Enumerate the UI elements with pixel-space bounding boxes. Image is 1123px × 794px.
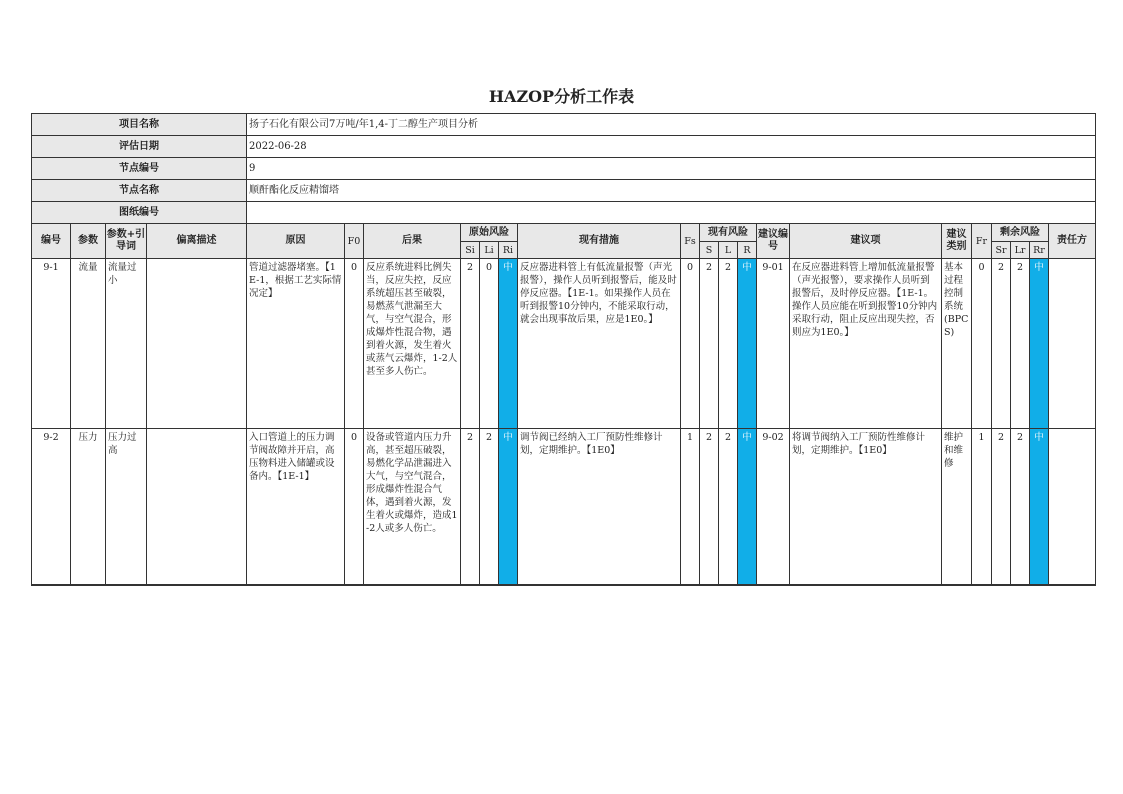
cell-li: 0 xyxy=(480,259,499,429)
cell-cause: 入口管道上的压力调节阀故障并开启，高压物料进入储罐或设备内。【1E-1】 xyxy=(247,429,345,585)
info-row-date xyxy=(32,136,1096,158)
cell-suggestion: 在反应器进料管上增加低流量报警（声光报警），要求操作人员听到报警后，及时停反应器。【1E-1。操作人员应能在听到报警10分钟内采取行动，阻止反应出现失控，否则应为1E0。】 xyxy=(790,259,942,429)
col-header-res-risk: 剩余风险 xyxy=(992,224,1049,242)
cell-sr: 2 xyxy=(992,259,1011,429)
col-header-cur-risk: 现有风险 xyxy=(700,224,757,242)
cell-owner xyxy=(1049,259,1096,429)
info-value xyxy=(247,202,1096,224)
info-value: 2022-06-28 xyxy=(247,136,1096,158)
cell-id: 9-2 xyxy=(32,429,71,585)
col-header-s: S xyxy=(700,242,719,259)
cell-lr: 2 xyxy=(1011,259,1030,429)
cell-si: 2 xyxy=(461,259,480,429)
table-row xyxy=(32,259,1096,429)
cell-consequence: 反应系统进料比例失当，反应失控，反应系统超压甚至破裂，易燃蒸气泄漏至大气，与空气混合，形成爆炸性混合物，遇到着火源，发生着火或蒸气云爆炸，1-2人甚至多人伤亡。 xyxy=(364,259,461,429)
cell-l: 2 xyxy=(719,429,738,585)
col-header-suggestion: 建议项 xyxy=(790,224,942,259)
col-header-sug-type: 建议类别 xyxy=(942,224,972,259)
cell-rr: 中 xyxy=(1030,259,1049,429)
cell-consequence: 设备或管道内压力升高，甚至超压破裂，易燃化学品泄漏进入大气，与空气混合，形成爆炸性混合气体，遇到着火源，发生着火或爆炸，造成1-2人或多人伤亡。 xyxy=(364,429,461,585)
cell-guide: 压力过高 xyxy=(106,429,147,585)
col-header-param: 参数 xyxy=(71,224,106,259)
cell-s: 2 xyxy=(700,429,719,585)
col-header-param-guide: 参数+引导词 xyxy=(106,224,147,259)
cell-fr: 0 xyxy=(972,259,992,429)
cell-fs: 1 xyxy=(681,429,700,585)
info-label: 项目名称 xyxy=(32,114,247,136)
info-row-node-id xyxy=(32,158,1096,180)
table-row xyxy=(32,429,1096,585)
info-label: 评估日期 xyxy=(32,136,247,158)
cell-f0: 0 xyxy=(345,259,364,429)
cell-cause: 管道过滤器堵塞。【1E-1，根据工艺实际情况定】 xyxy=(247,259,345,429)
col-header-orig-risk: 原始风险 xyxy=(461,224,518,242)
col-header-deviation: 偏离描述 xyxy=(147,224,247,259)
info-row-node-name xyxy=(32,180,1096,202)
cell-deviation xyxy=(147,429,247,585)
cell-rr: 中 xyxy=(1030,429,1049,585)
col-header-fr: Fr xyxy=(972,224,992,259)
cell-s: 2 xyxy=(700,259,719,429)
cell-ri: 中 xyxy=(499,259,518,429)
info-label: 图纸编号 xyxy=(32,202,247,224)
col-header-cause: 原因 xyxy=(247,224,345,259)
cell-sug-type: 基本过程控制系统(BPCS) xyxy=(942,259,972,429)
page-title: HAZOP分析工作表 xyxy=(488,87,635,106)
info-row-drawing xyxy=(32,202,1096,224)
info-label: 节点名称 xyxy=(32,180,247,202)
cell-fr: 1 xyxy=(972,429,992,585)
col-header-sr: Sr xyxy=(992,242,1011,259)
col-header-sug-id: 建议编号 xyxy=(757,224,790,259)
cell-si: 2 xyxy=(461,429,480,585)
col-header-r: R xyxy=(738,242,757,259)
col-header-lr: Lr xyxy=(1011,242,1030,259)
cell-r: 中 xyxy=(738,429,757,585)
cell-measures: 调节阀已经纳入工厂预防性维修计划，定期维护。【1E0】 xyxy=(518,429,681,585)
cell-param: 流量 xyxy=(71,259,106,429)
col-header-si: Si xyxy=(461,242,480,259)
cell-param: 压力 xyxy=(71,429,106,585)
col-header-measures: 现有措施 xyxy=(518,224,681,259)
info-row-project xyxy=(32,114,1096,136)
hazop-table xyxy=(31,113,1096,586)
cell-ri: 中 xyxy=(499,429,518,585)
col-header-ri: Ri xyxy=(499,242,518,259)
info-value: 9 xyxy=(247,158,1096,180)
info-value: 顺酐酯化反应精馏塔 xyxy=(247,180,1096,202)
col-header-id: 编号 xyxy=(32,224,71,259)
cell-lr: 2 xyxy=(1011,429,1030,585)
cell-sug-id: 9-02 xyxy=(757,429,790,585)
cell-sug-id: 9-01 xyxy=(757,259,790,429)
col-header-li: Li xyxy=(480,242,499,259)
cell-id: 9-1 xyxy=(32,259,71,429)
cell-r: 中 xyxy=(738,259,757,429)
col-header-rr: Rr xyxy=(1030,242,1049,259)
info-label: 节点编号 xyxy=(32,158,247,180)
cell-suggestion: 将调节阀纳入工厂预防性维修计划，定期维护。【1E0】 xyxy=(790,429,942,585)
col-header-owner: 责任方 xyxy=(1049,224,1096,259)
cell-owner xyxy=(1049,429,1096,585)
cell-li: 2 xyxy=(480,429,499,585)
cell-l: 2 xyxy=(719,259,738,429)
col-header-f0: F0 xyxy=(345,224,364,259)
cell-measures: 反应器进料管上有低流量报警（声光报警），操作人员听到报警后，能及时停反应器。【1E-1。如果操作人员在听到报警10分钟内，不能采取行动，就会出现事故后果，应是1E0。】 xyxy=(518,259,681,429)
info-value: 扬子石化有限公司7万吨/年1,4-丁二醇生产项目分析 xyxy=(247,114,1096,136)
cell-guide: 流量过小 xyxy=(106,259,147,429)
cell-sr: 2 xyxy=(992,429,1011,585)
col-header-fs: Fs xyxy=(681,224,700,259)
cell-f0: 0 xyxy=(345,429,364,585)
col-header-consequence: 后果 xyxy=(364,224,461,259)
cell-deviation xyxy=(147,259,247,429)
header-row-1 xyxy=(32,224,1096,242)
col-header-l: L xyxy=(719,242,738,259)
cell-sug-type: 维护和维修 xyxy=(942,429,972,585)
cell-fs: 0 xyxy=(681,259,700,429)
